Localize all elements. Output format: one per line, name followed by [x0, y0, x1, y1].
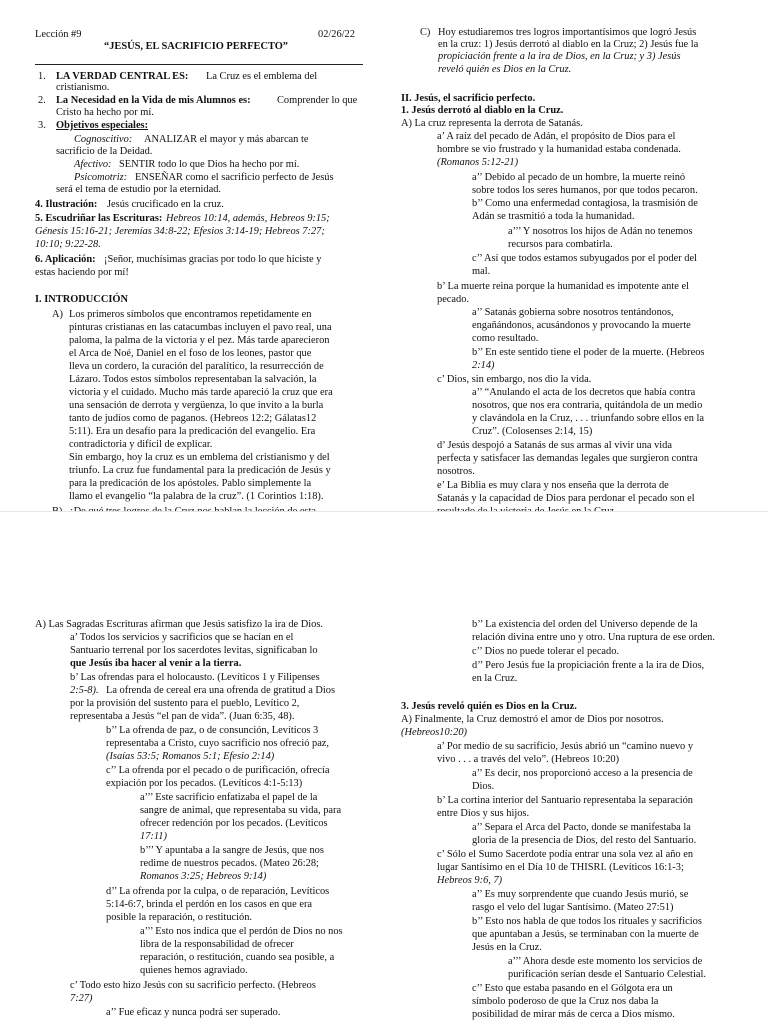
text-line: símbolo poderoso de que la Cruz nos daba la	[472, 996, 659, 1007]
text-line: rasgo el velo del lugar Santísimo. (Mateo 27:51)	[472, 902, 674, 913]
text-line: La ofrenda de cereal era una ofrenda de gratitud a Dios	[106, 685, 336, 696]
text-line: para la predicación de los apóstoles. Pablo simplemente la	[69, 478, 312, 489]
text-line: que Jesús iba hacer al venir a la tierra.	[70, 658, 242, 669]
text-line: a’’ Es decir, nos proporcionó acceso a la presencia de	[472, 768, 693, 779]
text-line: a’’ “Anulando el acta de los decretos que había contra	[472, 387, 696, 398]
text-line: 2:14)	[472, 360, 495, 371]
text-line: II. Jesús, el sacrificio perfecto.	[401, 93, 536, 104]
text-line: a’’ Separa el Arca del Pacto, donde se manifestaba la	[472, 822, 691, 833]
text-line: b’’’ Y apuntaba a la sangre de Jesús, que nos	[140, 845, 324, 856]
text-line: ¡Señor, muchísimas gracias por todo lo que hiciste y	[104, 254, 322, 265]
text-line: nosotros, que nos era contraria, quitándola de un medio	[472, 400, 703, 411]
text-line: relación divina entre uno y otro. Una ruptura de ese orden.	[472, 632, 715, 643]
text-line: 5:14-6:7, brinda el perdón en los casos en que era	[106, 899, 313, 910]
text-line: a’’ Fue eficaz y nunca podrá ser superado.	[106, 1007, 281, 1018]
text-line: 2:5-8).	[70, 685, 99, 696]
text-line: cristianismo.	[56, 82, 110, 93]
text-line: pecado.	[437, 294, 470, 305]
text-line: Comprender lo que	[277, 95, 358, 106]
text-line: A) Finalmente, la Cruz demostró el amor de Dios por nosotros.	[401, 714, 664, 725]
text-line: LA VERDAD CENTRAL ES:	[56, 71, 189, 82]
text-line: ENSEÑAR como el sacrificio perfecto de Jesús	[135, 172, 334, 183]
text-line: 4. Ilustración:	[35, 199, 98, 210]
text-line: a’’’ Este sacrificio enfatizaba el papel de la	[140, 792, 318, 803]
text-line: c’ Sólo el Sumo Sacerdote podía entrar una sola vez al año en	[437, 849, 694, 860]
text-line: pinturas cristianas en las catacumbas incluyen el pavo real, una	[69, 322, 332, 333]
text-line: b’ La cortina interior del Santuario representaba la separación	[437, 795, 693, 806]
text-line: a’’ Es muy sorprendente que cuando Jesús murió, se	[472, 889, 689, 900]
text-line: contradictoria y difícil de explicar.	[69, 439, 213, 450]
text-line: b’’ Esto nos habla de que todos los rituales y sacrificios	[472, 916, 702, 927]
text-line: d’’ La ofrenda por la culpa, o de reparación, Levíticos	[106, 886, 330, 897]
text-line: I. INTRODUCCIÓN	[35, 294, 128, 305]
text-line: Cognoscitivo:	[74, 134, 133, 145]
text-line: Hoy estudiaremos tres logros importantísimos que logró Jesús	[438, 27, 697, 38]
text-line: será el tema de estudio por la eternidad.	[56, 184, 222, 195]
text-line: A) La cruz representa la derrota de Satanás.	[401, 118, 583, 129]
text-line: posible la reparación, o restitución.	[106, 912, 252, 923]
text-line: Lázaro. Todos estos símbolos representaban la salvación, la	[69, 374, 317, 385]
text-line: quienes hemos agraviado.	[140, 965, 248, 976]
text-line: que apuntaban a Jesús, se terminaban con la muerte de	[472, 929, 699, 940]
text-line: a’ Por medio de su sacrificio, Jesús abrió un “camino nuevo y	[437, 741, 694, 752]
text-line: C)	[420, 27, 431, 38]
text-line: 1. Jesús derrotó al diablo en la Cruz.	[401, 105, 564, 116]
text-line: victoria y el cuidado. Mucho más tarde apareció la cruz que era	[69, 387, 333, 398]
text-line: Cristo ha hecho por mí.	[56, 107, 154, 118]
text-line: b’ Las ofrendas para el holocausto. (Levíticos 1 y Filipenses	[70, 672, 320, 683]
text-line: triunfo. La cruz fue fundamental para la predicación de Jesús y	[69, 465, 331, 476]
text-line: d’ Jesús despojó a Satanás de sus armas al vivir una vida	[437, 440, 672, 451]
text-line: sacrificio de la Deidad.	[56, 146, 153, 157]
text-line: “JESÚS, EL SACRIFICIO PERFECTO”	[104, 41, 288, 52]
text-line: b’ La muerte reina porque la humanidad es impotente ante el	[437, 281, 689, 292]
text-line: 5. Escudriñar las Escrituras:	[35, 213, 163, 224]
text-line: expiación por los pecados. (Levíticos 4:1-5:13)	[106, 778, 303, 789]
text-line: (Isaías 53:5; Romanos 5:1; Efesio 2:14)	[106, 751, 275, 762]
text-line: estas haciendo por mí!	[35, 267, 129, 278]
text-line: nosotros.	[437, 466, 475, 477]
text-line: en la cruz: 1) Jesús derrotó al diablo en la Cruz; 2) Jesús fue la	[438, 39, 699, 50]
text-line: d’’ Pero Jesús fue la propiciación frente a la ira de Dios,	[472, 660, 705, 671]
text-line: c’’ La ofrenda por el pecado o de purificación, ofrecía	[106, 765, 330, 776]
text-line: ofrecer redención por los pecados. (Levíticos	[140, 818, 328, 829]
text-line: una sensación de derrota y vergüenza, lo que invito a la burla	[69, 400, 324, 411]
text-line: paloma, la palma de la victoria y el pez. Más tarde aparecieron	[69, 335, 330, 346]
text-line: A) Las Sagradas Escrituras afirman que Jesús satisfizo la ira de Dios.	[35, 619, 323, 630]
text-line: propiciación frente a la ira de Dios, en la Cruz; y 3) Jesús	[438, 51, 681, 62]
text-line: b’’ La existencia del orden del Universo depende de la	[472, 619, 698, 630]
text-line: Génesis 15:16-21; Jeremías 34:8-22; Efesios 3:14-19; Hebreos 7:27;	[35, 226, 325, 237]
text-line: 3.	[38, 120, 46, 131]
text-line: como resultado.	[472, 333, 539, 344]
text-line: llamo el evangelio “la palabra de la cruz”. (1 Corintios 1:18).	[69, 491, 324, 502]
text-line: Cruz”. (Colosenses 2:14, 15)	[472, 426, 593, 437]
header-rule	[35, 64, 363, 65]
text-line: c’’ Dios no puede tolerar el pecado.	[472, 646, 620, 657]
text-line: el Arca de Noé, Daniel en el foso de los leones, pastor que	[69, 348, 312, 359]
text-line: c’ Dios, sin embargo, nos dio la vida.	[437, 374, 592, 385]
text-line: Hebreos 10:14, además, Hebreos 9:15;	[166, 213, 330, 224]
text-line: perfecta y satisfacer las demandas legales que surgieron contra	[437, 453, 698, 464]
text-line: ANALIZAR el mayor y más abarcan te	[144, 134, 309, 145]
text-line: e’ La Biblia es muy clara y nos enseña que la derrota de	[437, 480, 669, 491]
text-line: c’’ Así que todos estamos subyugados por el poder del	[472, 253, 697, 264]
text-line: 3. Jesús reveló quién es Dios en la Cruz.	[401, 701, 577, 712]
text-line: Afectivo:	[74, 159, 112, 170]
text-line: libra de la responsabilidad de ofrecer	[140, 939, 294, 950]
text-line: a’ Todos los servicios y sacrificios que se hacían en el	[70, 632, 294, 643]
text-line: 7:27)	[70, 993, 93, 1004]
text-line: 02/26/22	[318, 29, 355, 40]
text-line: Jesús en la Cruz.	[472, 942, 542, 953]
text-line: Lección #9	[35, 29, 82, 40]
text-line: 6. Aplicación:	[35, 254, 96, 265]
text-line: reparación, o restitución, cuando sea posible, a	[140, 952, 335, 963]
text-line: mal.	[472, 266, 491, 277]
text-line: Dios.	[472, 781, 495, 792]
text-line: en la Cruz.	[472, 673, 518, 684]
text-line: purificación serían desde el Santuario Celestial.	[508, 969, 706, 980]
text-line: Sin embargo, hoy la cruz es un emblema del cristianismo y del	[69, 452, 330, 463]
text-line: reveló quién es Dios en la Cruz.	[438, 64, 572, 75]
text-line: sangre de animal, que representaba su vida, para	[140, 805, 342, 816]
text-line: a’’ Satanás gobierna sobre nosotros tentándonos,	[472, 307, 674, 318]
text-line: representaba a Cristo, cuyo sacrificio nos ofreció paz,	[106, 738, 330, 749]
text-line: b’’ En este sentido tiene el poder de la muerte. (Hebreos	[472, 347, 705, 358]
text-line: a’’ Debido al pecado de un hombre, la muerte reinó	[472, 172, 686, 183]
text-line: representaba a Jesús “el pan de vida”. (Juan 6:35, 48).	[70, 711, 295, 722]
text-line: engañándonos, acusándonos y provocando la muerte	[472, 320, 691, 331]
text-line: Santuario terrenal por los sacerdotes levitas, significaban lo	[70, 645, 318, 656]
text-line: gloria de la presencia de Dios, del resto del Santuario.	[472, 835, 697, 846]
text-line: La Necesidad en la Vida de mis Alumnos es:	[56, 95, 251, 106]
text-line: Adán se trasmitió a toda la humanidad.	[472, 211, 635, 222]
text-line: La Cruz es el emblema del	[206, 71, 318, 82]
text-line: entre Dios y sus hijos.	[437, 808, 530, 819]
text-line: b’’ Como una enfermedad contagiosa, la trasmisión de	[472, 198, 698, 209]
text-line: (Hebreos10:20)	[401, 727, 467, 738]
text-line: Jesús crucificado en la cruz.	[107, 199, 224, 210]
text-line: vivo . . . a través del velo”. (Hebreos 10:20)	[437, 754, 620, 765]
text-line: A)	[52, 309, 63, 320]
text-line: 10:10; 9:22-28.	[35, 239, 101, 250]
text-line: por la provisión del sustento para el pueblo, Levítico 2,	[70, 698, 300, 709]
text-line: 1.	[38, 71, 46, 82]
text-line: tanto de judíos como de paganos. (Hebreos 12:2; Gálatas12	[69, 413, 317, 424]
text-line: Hebreos 9:6, 7)	[437, 875, 503, 886]
text-line: Los primeros símbolos que encontramos repetidamente en	[69, 309, 312, 320]
text-line: posibilidad de mirar más de cerca a Dios mismo.	[472, 1009, 675, 1020]
text-line: Satanás y la capacidad de Dios para perdonar el pecado son el	[437, 493, 695, 504]
text-line: a’ A raíz del pecado de Adán, el propósito de Dios para el	[437, 131, 676, 142]
text-line: a’’’ Y nosotros los hijos de Adán no tenemos	[508, 226, 693, 237]
text-line: c’ Todo esto hizo Jesús con su sacrificio perfecto. (Hebreos	[70, 980, 316, 991]
text-line: b’’ La ofrenda de paz, o de consunción, Levíticos 3	[106, 725, 319, 736]
text-line: 2.	[38, 95, 46, 106]
text-line: 5:11). Era un desafío para la predicación del evangelio. Era	[69, 426, 316, 437]
text-line: 17:11)	[140, 831, 167, 842]
text-line: a’’’ Esto nos indica que el perdón de Dios no nos	[140, 926, 343, 937]
text-line: recursos para combatirla.	[508, 239, 613, 250]
text-line: Objetivos especiales:	[56, 120, 149, 131]
text-line: Romanos 3:25; Hebreos 9:14)	[140, 871, 267, 882]
text-line: lugar Santísimo en el Día 10 de THISRI. (Levíticos 16:1-3;	[437, 862, 684, 873]
text-line: lleva un cordero, la curación del paralítico, la resurrección de	[69, 361, 324, 372]
text-line: sobre todos los seres humanos, por que todos pecaron.	[472, 185, 698, 196]
text-line: Psicomotriz:	[74, 172, 128, 183]
text-line: redime de nuestros pecados. (Mateo 26:28;	[140, 858, 319, 869]
text-line: c’’ Esto que estaba pasando en el Gólgota era un	[472, 983, 673, 994]
text-line: y clavándola en la Cruz, . . . triunfando sobre ellos en la	[472, 413, 704, 424]
text-line: (Romanos 5:12-21)	[437, 157, 519, 168]
text-line: hombre se vio frustrado y la humanidad estaba condenada.	[437, 144, 681, 155]
text-line: a’’’ Ahora desde este momento los servicios de	[508, 956, 703, 967]
text-line: SENTIR todo lo que Dios ha hecho por mí.	[119, 159, 300, 170]
document-page-2	[0, 512, 768, 1024]
